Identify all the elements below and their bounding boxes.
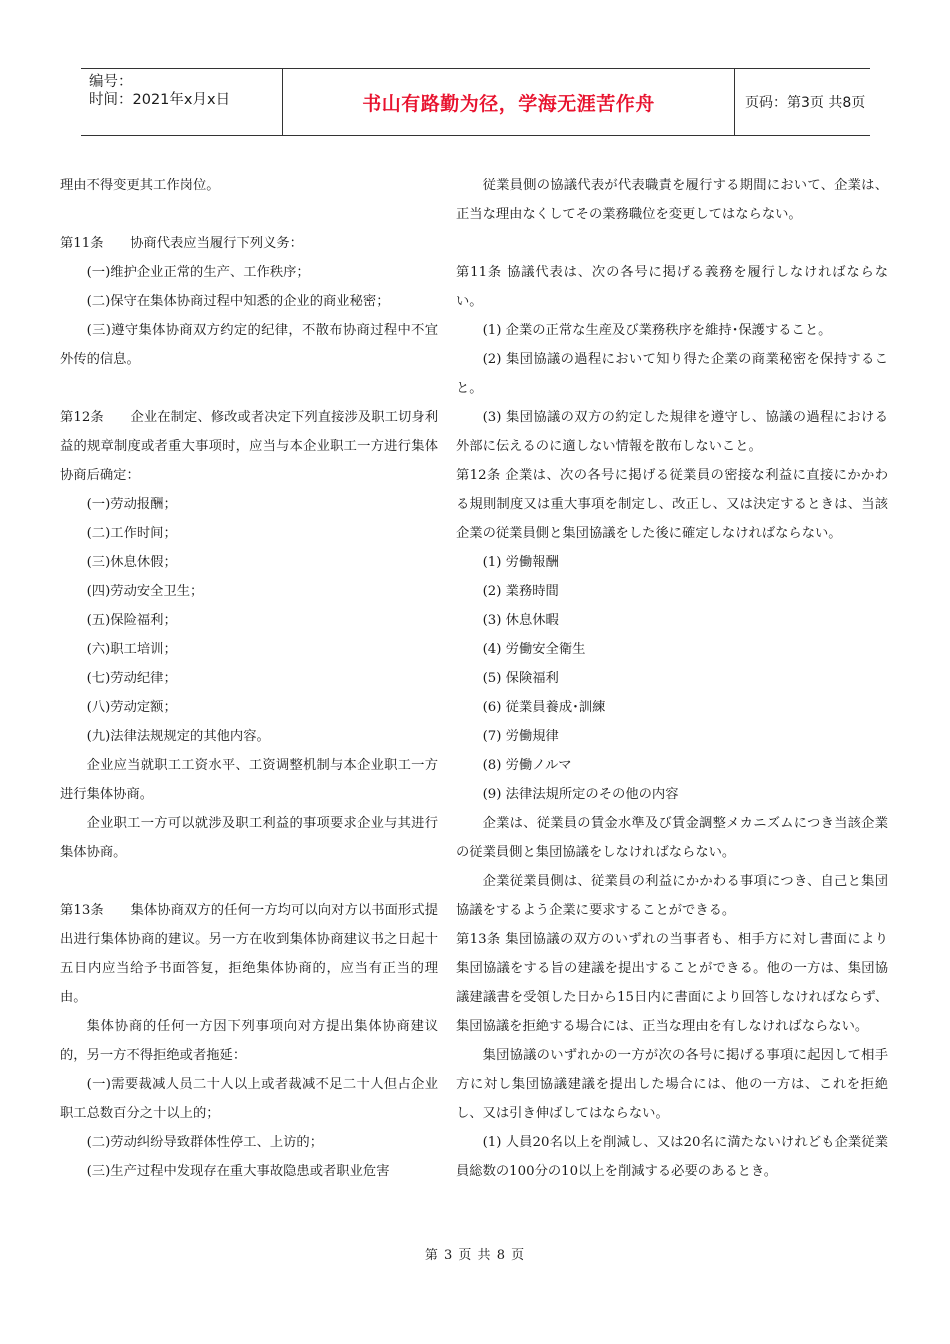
cn-paragraph: (二)工作时间；: [86, 526, 177, 541]
cn-paragraph: (五)保险福利；: [86, 613, 177, 628]
cn-paragraph: (三)遵守集体协商双方约定的纪律，不散布协商过程中不宜外传的信息。: [60, 323, 438, 367]
jp-paragraph: (9) 法律法規所定のその他の内容: [482, 787, 679, 802]
jp-paragraph: 集団協議のいずれかの一方が次の各号に掲げる事項に起因して相手方に対し集団協議建議を提出した場合には、他の一方は、これを拒絶し、又は引き伸ばしてはならない。: [456, 1048, 888, 1121]
jp-paragraph: (3) 休息休暇: [482, 613, 559, 628]
jp-paragraph: (7) 労働規律: [482, 729, 559, 744]
cn-paragraph: (一)劳动报酬；: [86, 497, 177, 512]
cn-paragraph: (九)法律法规规定的其他内容。: [86, 729, 270, 744]
cn-paragraph: (八)劳动定额；: [86, 700, 177, 715]
jp-paragraph: (6) 従業員養成･訓練: [482, 700, 606, 715]
japanese-column: [456, 171, 888, 1186]
cn-paragraph: (二)劳动纠纷导致群体性停工、上访的；: [86, 1135, 324, 1150]
header-page-code: [735, 69, 870, 135]
cn-paragraph: (七)劳动纪律；: [86, 671, 177, 686]
jp-paragraph: (2) 業務時間: [482, 584, 559, 599]
cn-paragraph: (二)保守在集体协商过程中知悉的企业的商业秘密；: [86, 294, 390, 309]
jp-paragraph: 第12条 企業は、次の各号に掲げる従業員の密接な利益に直接にかかわる規則制度又は重大事項を制定し、改正し、又は決定するときは、当該企業の従業員側と集団協議をした後に確定しなければならない。: [456, 468, 888, 541]
jp-paragraph: (1) 企業の正常な生産及び業務秩序を維持･保護すること。: [482, 323, 832, 338]
cn-paragraph: (六)职工培训；: [86, 642, 177, 657]
jp-paragraph: (3) 集団協議の双方の約定した規律を遵守し、協議の過程における外部に伝えるのに適しない情報を散布しないこと。: [456, 410, 888, 454]
cn-paragraph: 第13条 集体协商双方的任何一方均可以向对方以书面形式提出进行集体协商的建议。另一方在收到集体协商建议书之日起十五日内应当给予书面答复，拒绝集体协商的，应当有正当的理由。: [60, 903, 438, 1005]
jp-paragraph: (2) 集団協議の過程において知り得た企業の商業秘密を保持すること。: [456, 352, 888, 396]
cn-paragraph: 理由不得变更其工作岗位。: [60, 178, 220, 193]
cn-paragraph: 第11条 协商代表应当履行下列义务：: [60, 236, 303, 251]
header-meta: [81, 69, 282, 135]
cn-paragraph: (三)生产过程中发现存在重大事故隐患或者职业危害: [86, 1164, 390, 1179]
document-time: 时间：2021年x月x日: [89, 92, 231, 108]
page-code-text: 页码：第3页 共8页: [745, 95, 866, 111]
jp-paragraph: 企業従業員側は、従業員の利益にかかわる事項につき、自己と集団協議をするよう企業に要求することができる。: [456, 874, 888, 918]
cn-paragraph: 集体协商的任何一方因下列事项向对方提出集体协商建议的，另一方不得拒绝或者拖延：: [60, 1019, 438, 1063]
cn-paragraph: 企业应当就职工工资水平、工资调整机制与本企业职工一方进行集体协商。: [60, 758, 438, 802]
cn-paragraph: 第12条 企业在制定、修改或者决定下列直接涉及职工切身利益的规章制度或者重大事项时，应当与本企业职工一方进行集体协商后确定：: [60, 410, 438, 483]
page-footer: 第 3 页 共 8 页: [424, 1248, 526, 1263]
motto-text: 书山有路勤为径，学海无涯苦作舟: [362, 92, 655, 115]
jp-paragraph: 第11条 協議代表は、次の各号に掲げる義務を履行しなければならない。: [456, 265, 888, 309]
cn-paragraph: (三)休息休假；: [86, 555, 177, 570]
page-header: [81, 68, 870, 136]
chinese-column: [60, 171, 438, 1186]
jp-paragraph: (4) 労働安全衛生: [482, 642, 586, 657]
cn-paragraph: 企业职工一方可以就涉及职工利益的事项要求企业与其进行集体协商。: [60, 816, 438, 860]
jp-paragraph: (1) 労働報酬: [482, 555, 559, 570]
document-number-label: 编号：: [89, 74, 133, 90]
jp-paragraph: 従業員側の協議代表が代表職責を履行する期間において、企業は、正当な理由なくしてその業務職位を変更してはならない。: [456, 178, 888, 222]
jp-paragraph: 第13条 集団協議の双方のいずれの当事者も、相手方に対し書面により集団協議をする旨の建議を提出することができる。他の一方は、集団協議建議書を受領した日から15日内に書面により回答しなければならず、集団協議を拒絶する場合には、正当な理由を有しなければならない。: [456, 932, 888, 1034]
header-motto-cell: [282, 69, 735, 135]
jp-paragraph: (1) 人員20名以上を削減し、又は20名に満たないけれども企業従業員総数の100分の10以上を削減する必要のあるとき。: [456, 1135, 888, 1179]
cn-paragraph: (四)劳动安全卫生；: [86, 584, 204, 599]
jp-paragraph: 企業は、従業員の賃金水準及び賃金調整メカニズムにつき当該企業の従業員側と集団協議をしなければならない。: [456, 816, 888, 860]
jp-paragraph: (5) 保険福利: [482, 671, 559, 686]
jp-paragraph: (8) 労働ノルマ: [482, 758, 572, 773]
cn-paragraph: (一)需要裁减人员二十人以上或者裁减不足二十人但占企业职工总数百分之十以上的；: [60, 1077, 438, 1121]
cn-paragraph: (一)维护企业正常的生产、工作秩序；: [86, 265, 310, 280]
